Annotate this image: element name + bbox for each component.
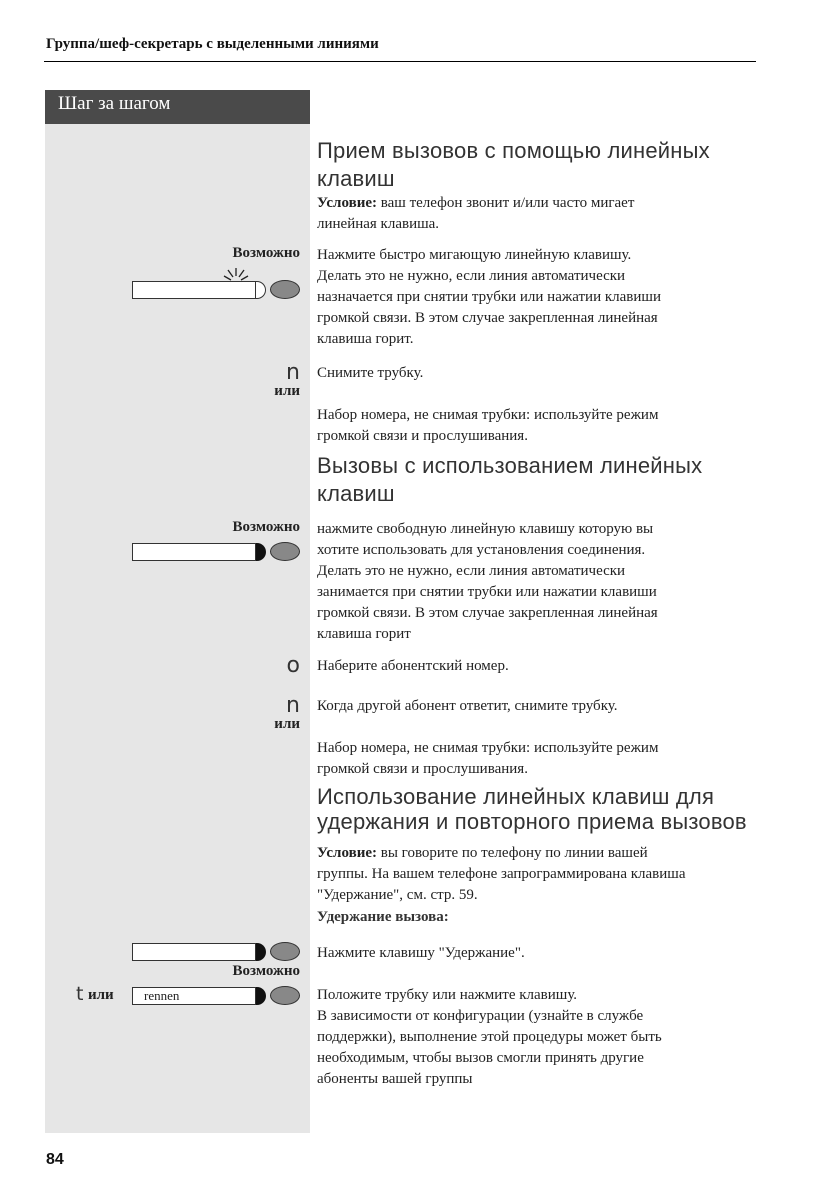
text-line: клавиша горит	[317, 626, 411, 642]
section2-title-line1: Вызовы с использованием линейных	[317, 453, 703, 478]
handset-lift-icon: n	[286, 693, 300, 718]
condition-line	[317, 843, 755, 864]
section3-title-line2: удержания и повторного приема вызовов	[317, 809, 747, 834]
text-line: Нажмите быстро мигающую линейную клавишу.	[317, 247, 632, 263]
text-line: хотите использовать для установления соединения.	[317, 542, 646, 558]
page-number: 84	[46, 1151, 64, 1168]
line-key[interactable]	[132, 281, 256, 299]
text-line: громкой связи и прослушивания.	[317, 761, 528, 777]
text-line: абоненты вашей группы	[317, 1071, 473, 1087]
section2-step2: Наберите абонентский номер.	[317, 658, 509, 674]
running-header: Группа/шеф-секретарь с выделенными линиями	[46, 36, 379, 52]
section3-step1: Нажмите клавишу "Удержание".	[317, 945, 525, 961]
text-line: громкой связи. В этом случае закрепленная линейная	[317, 605, 658, 621]
step-title: Шаг за шагом	[58, 93, 171, 114]
handset-hangup-icon: t	[76, 983, 84, 1005]
release-key-label: rennen	[144, 988, 180, 1003]
section1-step2: Снимите трубку.	[317, 365, 424, 381]
text-line: группы. На вашем телефоне запрограммирована клавиша	[317, 866, 686, 882]
text-line: Положите трубку или нажмите клавишу.	[317, 987, 578, 1003]
or-label: или	[88, 987, 114, 1003]
hold-key[interactable]	[132, 943, 256, 961]
section3-title-line1: Использование линейных клавиш для	[317, 784, 715, 809]
line-key[interactable]	[132, 543, 256, 561]
text-line: В зависимости от конфигурации (узнайте в службе	[317, 1008, 644, 1024]
header-rule	[44, 61, 756, 62]
text-line: поддержки), выполнение этой процедуры может быть	[317, 1029, 662, 1045]
section2-step3: Когда другой абонент ответит, снимите трубку.	[317, 698, 618, 714]
hold-subheading: Удержание вызова:	[317, 909, 449, 925]
section2-title-line2: клавиш	[317, 481, 395, 506]
text-line: необходимым, чтобы вызов смогли принять другие	[317, 1050, 644, 1066]
possible-label: Возможно	[232, 245, 300, 261]
text-line: Набор номера, не снимая трубки: используйте режим	[317, 740, 659, 756]
text-line: Набор номера, не снимая трубки: используйте режим	[317, 407, 659, 423]
text-line: громкой связи. В этом случае закрепленная линейная	[317, 310, 658, 326]
handset-lift-icon: n	[286, 360, 300, 385]
text-line: громкой связи и прослушивания.	[317, 428, 528, 444]
text-line: клавиша горит.	[317, 331, 414, 347]
section1-condition	[317, 193, 755, 214]
condition-text: ваш телефон звонит и/или часто мигает	[377, 195, 635, 211]
section1-title-line2: клавиш	[317, 166, 395, 191]
or-label: или	[274, 716, 300, 732]
line-key-button[interactable]	[270, 280, 300, 299]
section3-step3	[317, 985, 755, 1090]
possible-label: Возможно	[232, 519, 300, 535]
text-line: Делать это не нужно, если линия автоматически	[317, 268, 626, 284]
dial-number-icon: o	[286, 653, 300, 678]
condition-label: Условие:	[317, 195, 377, 211]
section3-condition	[317, 843, 755, 906]
or-label: или	[274, 383, 300, 399]
condition-text: вы говорите по телефону по линии вашей	[377, 845, 648, 861]
section2-step4	[317, 738, 755, 780]
line-key-button[interactable]	[270, 542, 300, 561]
section1-title-line1: Прием вызовов с помощью линейных	[317, 138, 710, 163]
release-key-button[interactable]	[270, 986, 300, 1005]
text-line: нажмите свободную линейную клавишу которую вы	[317, 521, 654, 537]
text-line: назначается при снятии трубки или нажатии клавиши	[317, 289, 661, 305]
section1-step1	[317, 245, 755, 350]
text-line: занимается при снятии трубки или нажатии клавиши	[317, 584, 657, 600]
section1-condition-line2: линейная клавиша.	[317, 216, 440, 232]
hold-key-button[interactable]	[270, 942, 300, 961]
section2-step1	[317, 519, 755, 645]
text-line: Делать это не нужно, если линия автоматически	[317, 563, 626, 579]
text-line: "Удержание", см. стр. 59.	[317, 887, 478, 903]
possible-label: Возможно	[232, 963, 300, 979]
section1-step3	[317, 405, 755, 447]
condition-label: Условие:	[317, 845, 377, 861]
